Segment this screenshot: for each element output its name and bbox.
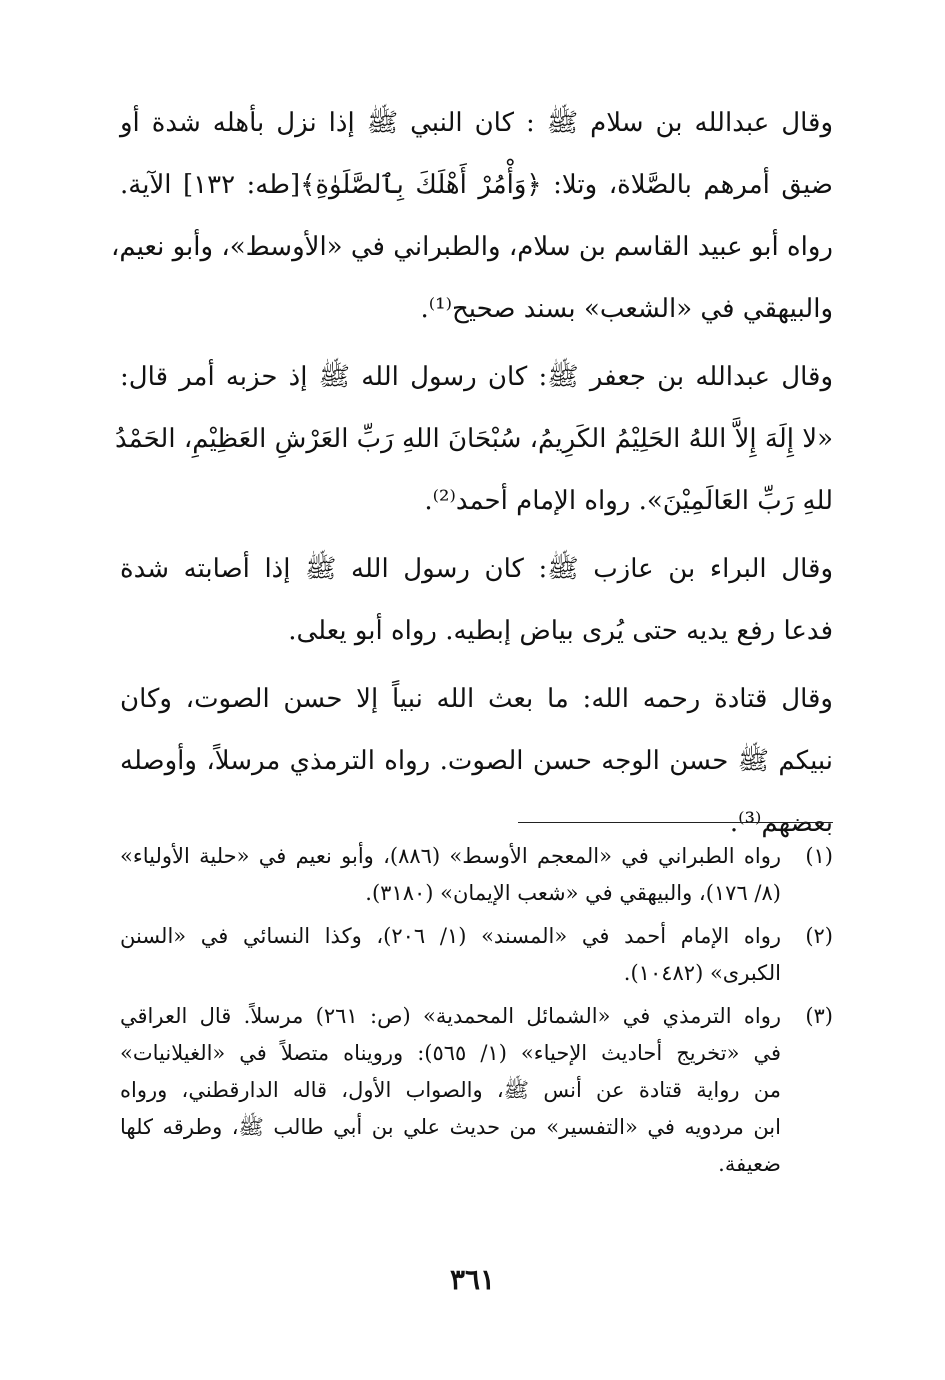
paragraph-3 <box>120 538 833 662</box>
text-line: بعضهم⁽³⁾. <box>729 808 833 838</box>
text-line: «لا إِلَهَ إِلاَّ اللهُ الحَلِيْمُ الكَرِيمُ، سُبْحَانَ اللهِ رَبِّ العَرْشِ العَظِيْمِ، الحَمْدُ <box>114 424 833 454</box>
footnote-text <box>120 838 781 912</box>
footnote-number: (٣) <box>805 1004 833 1028</box>
text-line: وقال عبدالله بن سلام ﷺ : كان النبي ﷺ إذا نزل بأهله شدة أو <box>120 108 833 138</box>
footnote-line: في «تخريج أحاديث الإحياء» (١/ ٥٦٥): ورويناه متصلاً في «الغيلانيات» <box>120 1041 781 1065</box>
text-line: رواه أبو عبيد القاسم بن سلام، والطبراني في «الأوسط»، وأبو نعيم، <box>111 232 833 262</box>
footnotes-section <box>120 838 833 1189</box>
text-line: وقال البراء بن عازب ﷺ: كان رسول الله ﷺ إذا أصابته شدة <box>120 554 833 584</box>
footnote-2 <box>120 918 833 992</box>
text-line: وقال عبدالله بن جعفر ﷺ: كان رسول الله ﷺ إذ حزبه أمر قال: <box>120 362 833 392</box>
paragraph-2 <box>114 346 833 532</box>
footnote-divider <box>518 822 833 823</box>
footnote-line: ابن مردويه في «التفسير» من حديث علي بن أبي طالب ﷺ، وطرقه كلها <box>120 1115 781 1139</box>
text-line: ضيق أمرهم بالصَّلاة، وتلا: ﴿وَأْمُرْ أَهْلَكَ بِٱلصَّلَوٰةِ﴾[طه: ١٣٢] الآية. <box>120 170 833 200</box>
footnote-3 <box>120 998 833 1183</box>
text-line: نبيكم ﷺ حسن الوجه حسن الصوت. رواه الترمذي مرسلاً، وأوصله <box>120 746 833 776</box>
footnote-number: (١) <box>805 844 833 868</box>
footnote-line: رواه الإمام أحمد في «المسند» (١/ ٢٠٦)، وكذا النسائي في «السنن <box>120 924 781 948</box>
footnote-text <box>120 918 781 992</box>
footnote-line: الكبرى» (١٠٤٨٢). <box>623 961 781 985</box>
footnote-text <box>120 998 781 1183</box>
paragraph-4 <box>120 668 833 854</box>
footnote-line: رواه الترمذي في «الشمائل المحمدية» (ص: ٢٦١) مرسلاً. قال العراقي <box>120 1004 781 1028</box>
page-number: ٣٦١ <box>449 1263 496 1296</box>
footnote-number: (٢) <box>805 924 833 948</box>
text-line: فدعا رفع يديه حتى يُرى بياض إبطيه. رواه أبو يعلى. <box>288 616 833 646</box>
footnote-line: ضعيفة. <box>718 1152 781 1176</box>
paragraph-1 <box>111 92 833 340</box>
main-text-body <box>111 92 833 860</box>
footnote-line: رواه الطبراني في «المعجم الأوسط» (٨٨٦)، وأبو نعيم في «حلية الأولياء» <box>120 844 781 868</box>
footnote-line: (٨/ ١٧٦)، والبيهقي في «شعب الإيمان» (٣١٨٠). <box>365 881 781 905</box>
text-line: للهِ رَبِّ العَالَمِيْنَ». رواه الإمام أحمد⁽²⁾. <box>424 486 833 516</box>
text-line: والبيهقي في «الشعب» بسند صحيح⁽¹⁾. <box>420 294 833 324</box>
footnote-line: من رواية قتادة عن أنس ﷺ، والصواب الأول، قاله الدارقطني، ورواه <box>120 1078 781 1102</box>
footnote-1 <box>120 838 833 912</box>
text-line: وقال قتادة رحمه الله: ما بعث الله نبياً إلا حسن الصوت، وكان <box>120 684 833 714</box>
